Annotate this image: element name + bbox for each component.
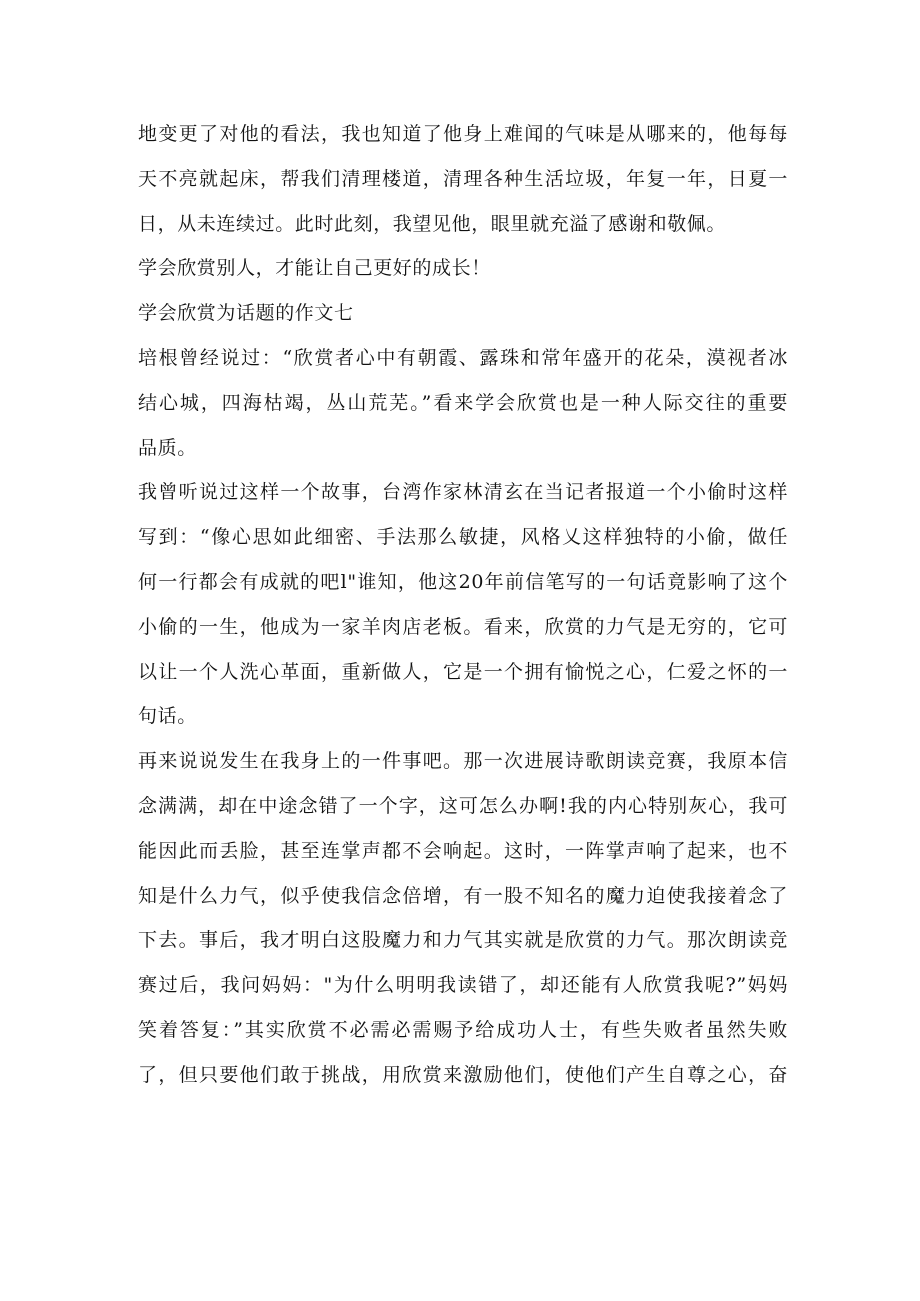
text-line: 知是什么力气，似乎使我信念倍增，有一股不知名的魔力迫使我接着念了	[138, 884, 788, 907]
text-line: 小偷的一生，他成为一家羊肉店老板。看来，欣赏的力气是无穷的，它可	[138, 615, 788, 638]
text-line: 培根曾经说过：“欣赏者心中有朝霞、露珠和常年盛开的花朵，漠视者冰	[138, 346, 788, 369]
text-line: 赛过后，我问妈妈："为什么明明我读错了，却还能有人欣赏我呢?”妈妈	[138, 974, 788, 997]
text-line: 学会欣赏别人，才能让自己更好的成长！	[138, 257, 491, 280]
text-line: 了，但只要他们敢于挑战，用欣赏来激励他们，使他们产生自尊之心，奋	[138, 1063, 788, 1086]
text-line: 地变更了对他的看法，我也知道了他身上难闻的气味是从哪来的，他每每	[138, 123, 788, 145]
text-line: 何一行都会有成就的吧l"谁知，他这20年前信笔写的一句话竟影响了这个	[138, 570, 788, 593]
text-line: 以让一个人洗心革面，重新做人，它是一个拥有愉悦之心，仁爱之怀的一	[138, 660, 788, 683]
text-line: 品质。	[138, 436, 197, 459]
text-line: 念满满，却在中途念错了一个字，这可怎么办啊!我的内心特别灰心，我可	[138, 794, 788, 817]
text-line: 我曾听说过这样一个故事，台湾作家林清玄在当记者报道一个小偷时这样	[138, 481, 788, 504]
text-line: 写到：“像心思如此细密、手法那么敏捷，风格乂这样独特的小偷，做任	[138, 526, 788, 549]
text-line: 日，从未连续过。此时此刻，我望见他，眼里就充溢了感谢和敬佩。	[138, 212, 727, 235]
text-line: 结心城，四海枯竭，丛山荒芜。”看来学会欣赏也是一种人际交往的重要	[138, 391, 788, 414]
text-line: 下去。事后，我才明白这股魔力和力气其实就是欣赏的力气。那次朗读竞	[138, 929, 788, 952]
section-heading: 学会欣赏为话题的作文七	[138, 302, 354, 325]
text-line: 句话。	[138, 705, 197, 728]
text-line: 再来说说发生在我身上的一件事吧。那一次进展诗歌朗读竞赛，我原本信	[138, 750, 788, 773]
text-line: 笑着答复：”其实欣赏不必需必需赐予给成功人士，有些失败者虽然失败	[138, 1018, 788, 1041]
document-body	[138, 112, 788, 1098]
text-line: 能因此而丢脸，甚至连掌声都不会响起。这时，一阵掌声响了起来，也不	[138, 839, 788, 862]
text-line: 天不亮就起床，帮我们清理楼道，清理各种生活垃圾，年复一年，日夏一	[138, 167, 788, 190]
